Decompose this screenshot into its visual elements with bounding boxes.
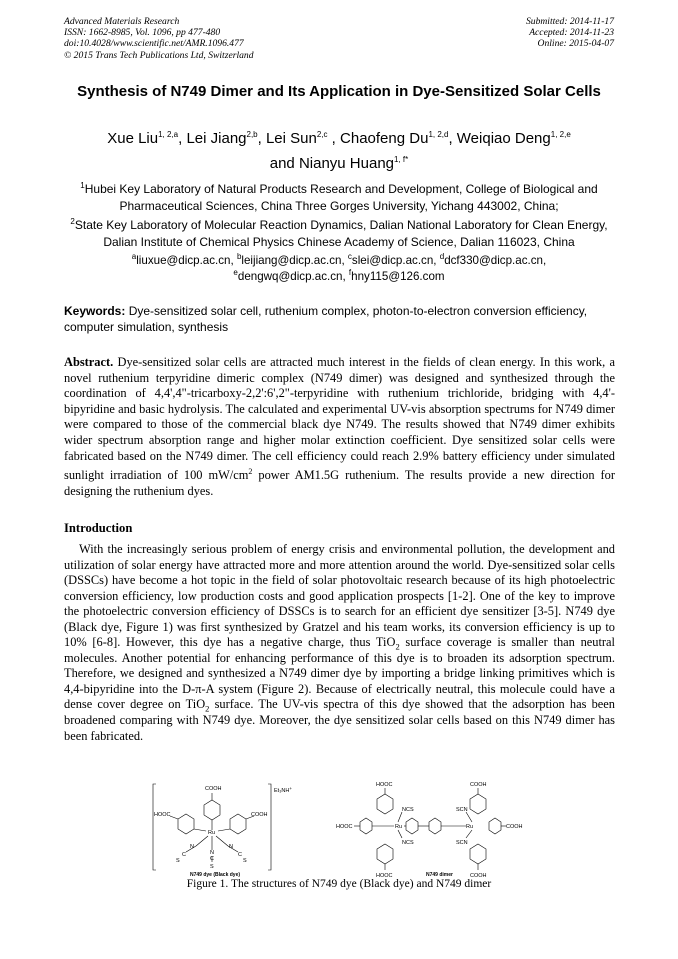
- hooc-label: HOOC: [376, 782, 393, 788]
- email-marker: a: [131, 252, 137, 262]
- c-label: C: [238, 852, 242, 858]
- journal-doi: doi:10.4028/www.scientific.net/AMR.1096.477: [64, 38, 244, 50]
- hooc-label: HOOC: [336, 824, 353, 830]
- ru-label: Ru: [395, 824, 403, 830]
- email-marker: f: [348, 268, 352, 278]
- email-marker: b: [236, 252, 242, 262]
- affiliation-text: Hubei Key Laboratory of Natural Products Research and Development, College of Biological and Pharmaceutical Sciences, China Three Gorges University, Yichang 443002, China;: [84, 182, 598, 213]
- pyridine-ring: [470, 794, 486, 814]
- author-emails: [60, 253, 618, 285]
- pyridine-ring: [230, 814, 246, 834]
- s-label: S: [176, 858, 180, 864]
- email-link[interactable]: leijiang@dicp.ac.cn,: [241, 254, 348, 267]
- affiliation-text: State Key Laboratory of Molecular Reaction Dynamics, Dalian National Laboratory for Clean Energy, Dalian Institute of Chemical Physics Chinese Academy of Science, Dalian 116023, China: [74, 218, 608, 249]
- cooh-label: COOH: [470, 782, 487, 788]
- affiliation-marker: 1: [80, 181, 85, 190]
- structures-figure: [150, 778, 530, 878]
- pyridine-ring: [489, 818, 501, 834]
- pyridine-ring: [429, 818, 441, 834]
- scn-label: SCN: [456, 807, 468, 813]
- n-label: N: [229, 844, 233, 850]
- subscript: 2: [205, 703, 210, 714]
- email-link[interactable]: dengwq@dicp.ac.cn,: [237, 270, 349, 283]
- cooh-label: COOH: [470, 873, 487, 878]
- journal-name: Advanced Materials Research: [64, 16, 180, 27]
- affiliation-marker: 2: [70, 217, 75, 226]
- pyridine-ring: [470, 844, 486, 864]
- email-link[interactable]: hny115@126.com: [351, 270, 445, 283]
- author-affiliation-marker: 2,b: [246, 130, 258, 139]
- ru-label: Ru: [466, 824, 474, 830]
- author-affiliation-marker: 1, f*: [394, 155, 409, 164]
- author-affiliation-marker: 1, 2,a: [158, 130, 179, 139]
- scn-label: SCN: [456, 840, 468, 846]
- online-date: Online: 2015-04-07: [537, 38, 614, 50]
- n-label: N: [210, 850, 214, 856]
- cooh-label: COOH: [251, 812, 268, 818]
- counterion-label: Et₃NH+: [274, 786, 293, 794]
- email-link[interactable]: liuxue@dicp.ac.cn,: [136, 254, 237, 267]
- ru-label: Ru: [208, 830, 216, 836]
- author-separator: ,: [448, 130, 457, 147]
- journal-header-left: [64, 16, 254, 61]
- hooc-label: HOOC: [154, 812, 171, 818]
- right-structure-label: N749 dimer: [426, 872, 453, 878]
- c-label: C: [210, 856, 214, 862]
- author-separator: ,: [178, 130, 187, 147]
- keywords: [64, 304, 615, 335]
- left-structure-label: N749 dye (Black dye): [190, 872, 241, 878]
- ncs-label: NCS: [402, 807, 414, 813]
- author-name: Lei Sun: [265, 130, 317, 147]
- intro-text: With the increasingly serious problem of energy crisis and environmental pollution, the development and utilization of solar energy have attracted more and more attention around the world. Dye-sensitized solar cells (DSSCs) have become a hot topic in the field of solar photovoltaic research because of its high photoelectric conversion efficiency, low production costs and good application prospects [1-2]. One of the key to improve the photoelectric conversion efficiency of DSSCs is to search for an efficient dye sensitizer [3-5]. N749 dye (Black dye, Figure 1) was first synthesized by Gratzel and his team works, its conversion efficiency is up to 10% [6-8]. However, this dye has a negative charge, thus TiO: [64, 542, 615, 650]
- c-label: C: [182, 852, 186, 858]
- author-name: and Nianyu Huang: [269, 155, 395, 172]
- author-name: Weiqiao Deng: [456, 130, 551, 147]
- keywords-text: Dye-sensitized solar cell, ruthenium complex, photon-to-electron conversion efficiency, computer simulation, synthesis: [64, 304, 588, 334]
- abstract: [64, 355, 615, 499]
- pyridine-ring: [377, 844, 393, 864]
- author-affiliation-marker: 1, 2,d: [428, 130, 449, 139]
- n-label: N: [190, 844, 194, 850]
- email-link[interactable]: slei@dicp.ac.cn,: [351, 254, 440, 267]
- author-list: [60, 126, 618, 176]
- s-label: S: [210, 864, 214, 870]
- email-marker: c: [347, 252, 352, 262]
- email-marker: d: [439, 252, 445, 262]
- accepted-date: Accepted: 2014-11-23: [529, 27, 614, 39]
- figure-caption: Figure 1. The structures of N749 dye (Black dye) and N749 dimer: [186, 878, 492, 890]
- introduction-paragraph: [64, 542, 615, 744]
- intro-text: surface. The UV-vis spectra of this dye showed that the adsorption has been broadened comparing with N749 dye. Moreover, the dye sensitized solar cells based on this N749 dimer has been fabricated.: [64, 697, 615, 743]
- subscript: 2: [395, 641, 400, 652]
- s-label: S: [243, 858, 247, 864]
- journal-copyright: © 2015 Trans Tech Publications Ltd, Switzerland: [64, 49, 254, 61]
- abstract-text-tail: power AM1.5G ruthenium. The results provide a new direction for designing the ruthenium dyes.: [64, 468, 615, 498]
- affiliation-2: [60, 217, 618, 251]
- pyridine-ring: [360, 818, 372, 834]
- abstract-label: Abstract.: [64, 355, 114, 369]
- cooh-label: COOH: [506, 824, 523, 830]
- paper-title: Synthesis of N749 Dimer and Its Application in Dye-Sensitized Solar Cells: [77, 83, 601, 100]
- email-link[interactable]: dcf330@dicp.ac.cn,: [444, 254, 547, 267]
- submitted-date: Submitted: 2014-11-17: [525, 16, 614, 27]
- author-separator: ,: [257, 130, 266, 147]
- journal-header-right: [526, 16, 614, 50]
- pyridine-ring: [377, 794, 393, 814]
- journal-issn: ISSN: 1662-8985, Vol. 1096, pp 477-480: [64, 27, 221, 39]
- author-name: Xue Liu: [107, 130, 159, 147]
- affiliation-1: [60, 181, 618, 215]
- pyridine-ring: [178, 814, 194, 834]
- author-affiliation-marker: 1, 2,e: [550, 130, 571, 139]
- author-affiliation-marker: 2,c: [316, 130, 328, 139]
- bracket-left: [153, 784, 156, 870]
- intro-text: surface coverage is smaller than neutral molecules. Another potential for enhancing performance of this dye is to broaden its adsorption spectrum. Therefore, we designed and synthesized a N749 dimer dye by importing a bridge linking primitives which is 4,4-bipyridine into the D-π-A system (Figure 2). Because of electrically neutral, this molecule could have a dense cover degree on TiO: [64, 635, 615, 712]
- keywords-label: Keywords:: [64, 304, 126, 318]
- bracket-right: [268, 784, 271, 870]
- cooh-label: COOH: [205, 786, 222, 792]
- ncs-label: NCS: [402, 840, 414, 846]
- introduction-heading: Introduction: [64, 521, 133, 535]
- abstract-unit-sup: 2: [248, 467, 253, 477]
- email-marker: e: [233, 268, 238, 278]
- pyridine-ring: [204, 800, 220, 820]
- abstract-text: Dye-sensitized solar cells are attracted much interest in the fields of clean energy. In this work, a novel ruthenium terpyridine dimeric complex (N749 dimer) was designed and synthesized through the coordination of 4,4',4"-tricarboxy-2,2':6',2"-terpyridine with ruthenium trichloride, bridging with 4,4'-bipyridine and basic hydrolysis. The calculated and experimental UV-vis absorption spectrums for N749 dimer were compared to those of the commercial black dye N749. The results showed that N749 dimer exhibits wider spectrum absorption range and higher molar extinction coefficient. Dye sensitized solar cells were fabricated based on the N749 dimer. The cell efficiency could reach 2.9% battery efficiency under simulated sunlight irradiation of 100 mW/cm: [64, 355, 615, 483]
- pyridine-ring: [406, 818, 418, 834]
- author-name: Lei Jiang: [186, 130, 247, 147]
- author-name: Chaofeng Du: [340, 130, 429, 147]
- author-separator: ,: [327, 130, 341, 147]
- hooc-label: HOOC: [376, 873, 393, 878]
